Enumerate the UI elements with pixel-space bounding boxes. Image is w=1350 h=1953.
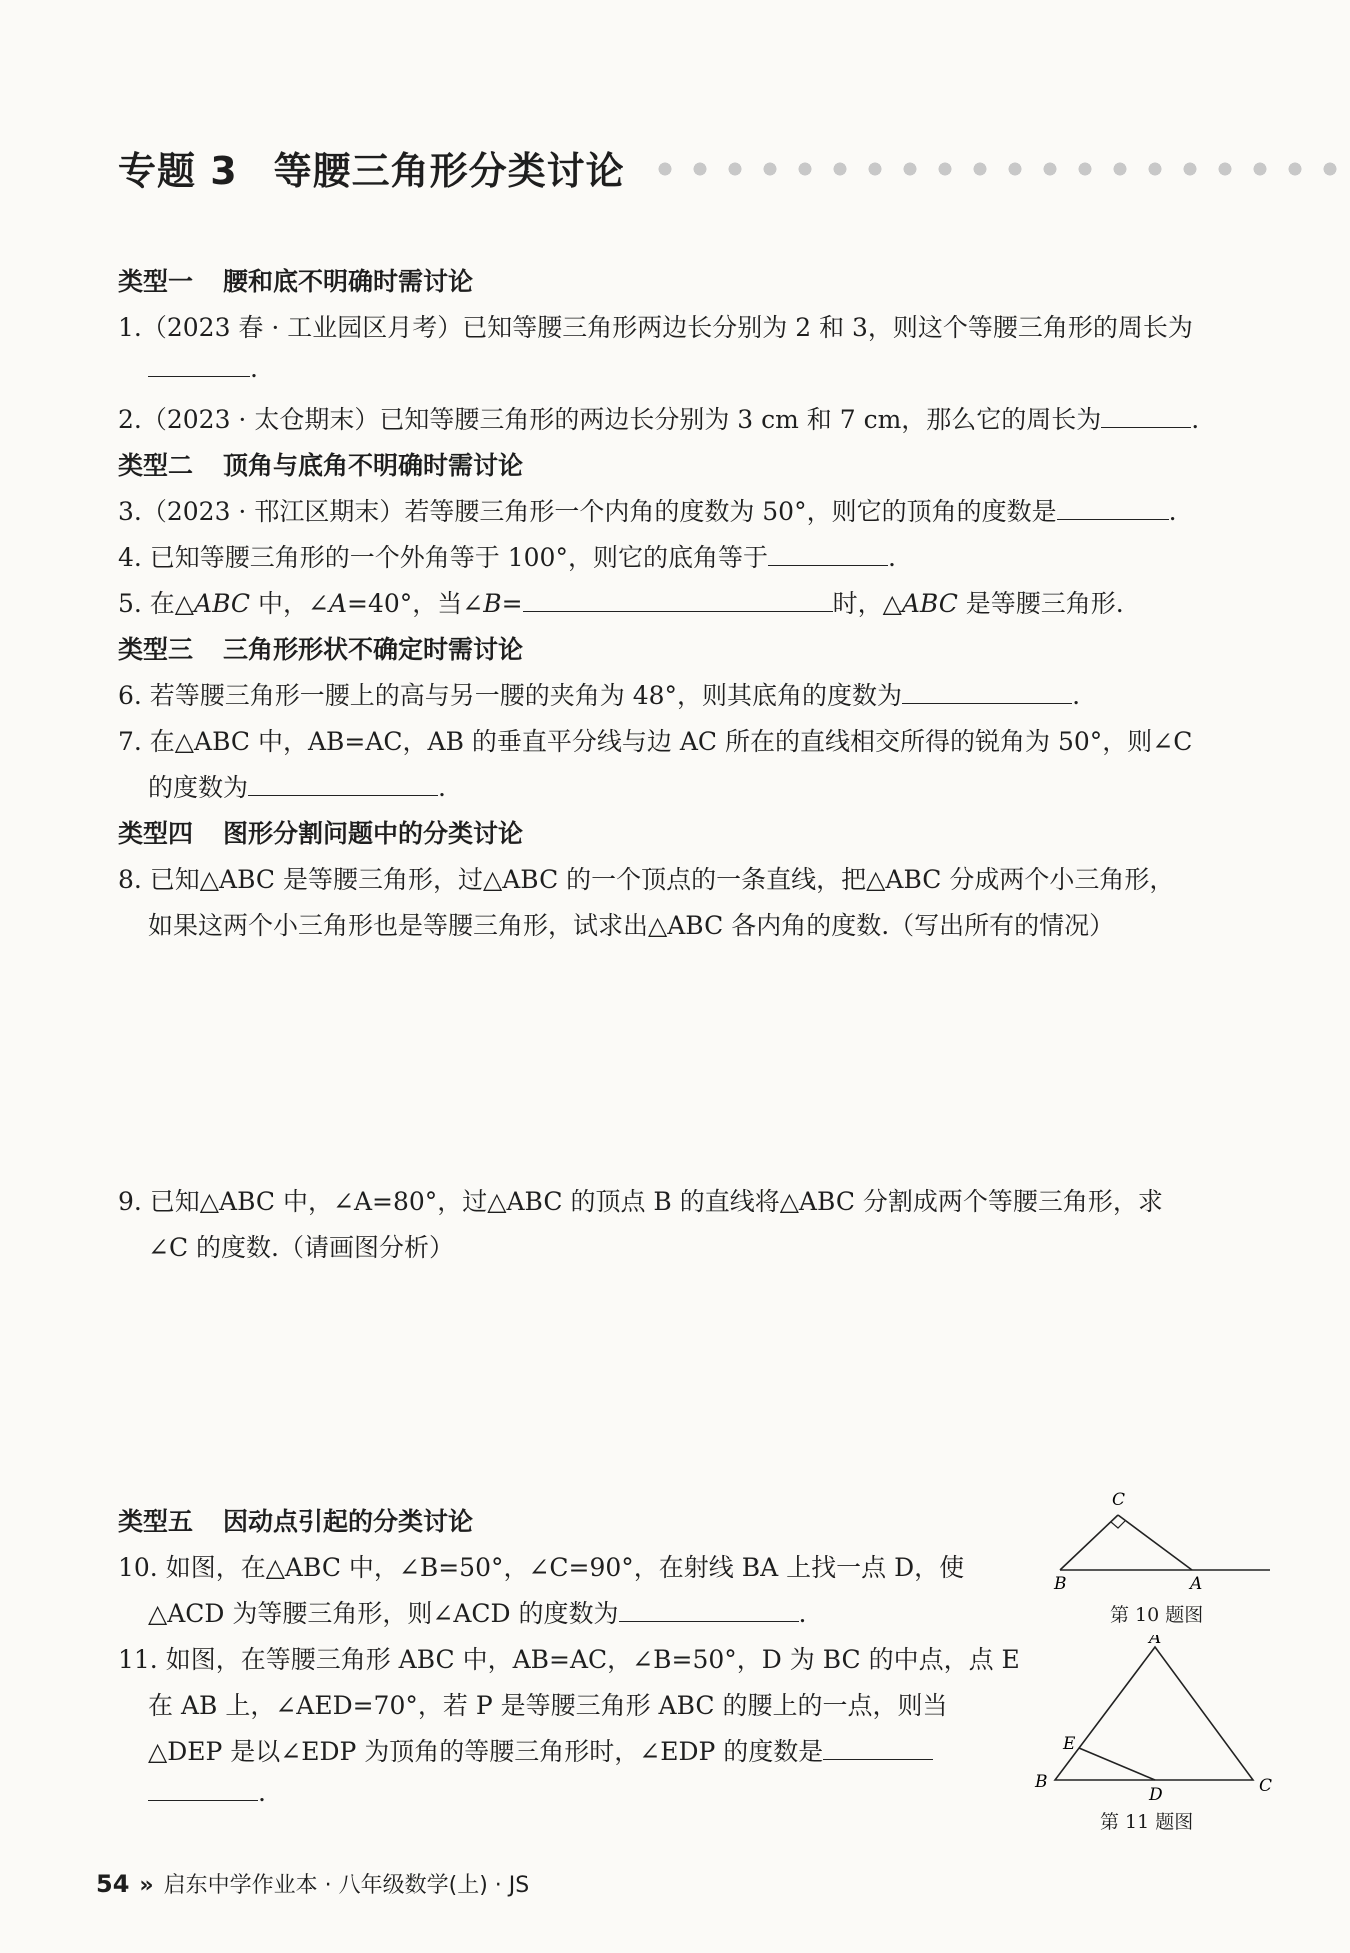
question-9-continued <box>148 1228 454 1264</box>
topic-name: 等腰三角形分类讨论 <box>273 149 625 193</box>
section-title: 因动点引起的分类讨论 <box>223 1507 474 1536</box>
math-var: B <box>483 589 502 618</box>
book-title: 启东中学作业本 · 八年级数学(上) · JS <box>163 1873 530 1898</box>
section-type-3 <box>118 630 523 666</box>
question-text: △DEP 是以∠EDP 为顶角的等腰三角形时，∠EDP 的度数是 <box>148 1737 824 1766</box>
question-text: 中，∠ <box>250 589 329 618</box>
vertex-label-b: B <box>1054 1574 1067 1594</box>
vertex-label-a: A <box>1190 1574 1203 1594</box>
answer-blank[interactable] <box>523 591 833 612</box>
question-text: 在 AB 上，∠AED=70°，若 P 是等腰三角形 ABC 的腰上的一点，则当 <box>148 1691 948 1720</box>
question-text: ∠C 的度数.（请画图分析） <box>148 1233 454 1262</box>
question-9 <box>118 1182 1163 1218</box>
figure-11 <box>1025 1635 1285 1835</box>
question-text: . <box>1168 497 1177 526</box>
vertex-label-a: A <box>1149 1635 1162 1648</box>
question-text: 11. 如图，在等腰三角形 ABC 中，AB=AC，∠B=50°，D 为 BC 的中点，点 E <box>118 1645 1020 1674</box>
answer-blank[interactable] <box>148 1780 258 1801</box>
question-text: 如果这两个小三角形也是等腰三角形，试求出△ABC 各内角的度数.（写出所有的情况） <box>148 911 1115 940</box>
figure-11-caption: 第 11 题图 <box>1100 1811 1194 1833</box>
question-text: 2.（2023 · 太仓期末）已知等腰三角形的两边长分别为 3 cm 和 7 cm，那么它的周长为 <box>118 405 1102 434</box>
answer-blank[interactable] <box>1057 499 1169 520</box>
question-10-continued <box>148 1594 806 1630</box>
question-2 <box>118 400 1199 436</box>
segment-bc <box>1060 1515 1118 1570</box>
question-text: 5. 在△ <box>118 589 195 618</box>
vertex-label-c: C <box>1112 1490 1126 1510</box>
section-title: 图形分割问题中的分类讨论 <box>223 819 524 848</box>
question-text: △ACD 为等腰三角形，则∠ACD 的度数为 <box>148 1599 619 1628</box>
question-11-answer-line <box>148 1778 266 1807</box>
question-1 <box>118 308 1193 344</box>
question-text: . <box>1191 405 1200 434</box>
question-text: = <box>501 589 523 618</box>
topic-title <box>118 140 625 195</box>
segment-ed <box>1079 1748 1155 1780</box>
section-label: 类型一 <box>118 267 194 296</box>
figure-10-caption: 第 10 题图 <box>1110 1604 1204 1626</box>
question-7-continued <box>148 768 446 804</box>
topic-number: 专题 3 <box>118 149 238 193</box>
question-text: . <box>798 1599 807 1628</box>
question-text: 9. 已知△ABC 中，∠A=80°，过△ABC 的顶点 B 的直线将△ABC 分割成两个等腰三角形，求 <box>118 1187 1163 1216</box>
segment-ca <box>1118 1515 1192 1570</box>
topic-header <box>118 140 1278 200</box>
vertex-label-e: E <box>1063 1734 1076 1754</box>
question-text: 是等腰三角形. <box>957 589 1124 618</box>
section-label: 类型四 <box>118 819 194 848</box>
question-text: 8. 已知△ABC 是等腰三角形，过△ABC 的一个顶点的一条直线，把△ABC 分成两个小三角形， <box>118 865 1175 894</box>
section-title: 顶角与底角不明确时需讨论 <box>223 451 524 480</box>
answer-blank[interactable] <box>823 1739 933 1760</box>
question-text: =40°，当∠ <box>347 589 484 618</box>
answer-blank[interactable] <box>1101 407 1191 428</box>
question-text: 的度数为 <box>148 773 249 802</box>
question-5 <box>118 584 1124 620</box>
vertex-label-d: D <box>1149 1785 1163 1805</box>
answer-blank[interactable] <box>148 356 250 377</box>
math-var: ABC <box>901 589 958 618</box>
question-text: 时，△ <box>832 589 902 618</box>
section-label: 类型二 <box>118 451 194 480</box>
question-10 <box>118 1548 964 1584</box>
question-text: 7. 在△ABC 中，AB=AC，AB 的垂直平分线与边 AC 所在的直线相交所得的锐角为 50°，则∠C <box>118 727 1193 756</box>
page-footer <box>96 1868 529 1899</box>
section-label: 类型三 <box>118 635 194 664</box>
math-var: ABC <box>194 589 251 618</box>
vertex-label-b: B <box>1035 1772 1048 1792</box>
question-text: . <box>250 354 258 383</box>
decorative-dot-row <box>658 162 1350 176</box>
question-1-answer-line <box>148 354 258 383</box>
question-text: . <box>438 773 446 802</box>
question-8-continued <box>148 906 1114 942</box>
section-title: 三角形形状不确定时需讨论 <box>223 635 524 664</box>
question-text: . <box>887 543 896 572</box>
figure-10-diagram <box>1040 1485 1280 1595</box>
section-type-2 <box>118 446 523 482</box>
question-text: 3.（2023 · 邗江区期末）若等腰三角形一个内角的度数为 50°，则它的顶角的度数是 <box>118 497 1057 526</box>
page-number: 54 <box>96 1870 130 1898</box>
question-text: . <box>1072 681 1081 710</box>
figure-10 <box>1040 1485 1280 1635</box>
question-text: 10. 如图，在△ABC 中，∠B=50°，∠C=90°，在射线 BA 上找一点 D，使 <box>118 1553 965 1582</box>
section-type-1 <box>118 262 473 298</box>
question-3 <box>118 492 1177 528</box>
question-text: 4. 已知等腰三角形的一个外角等于 100°，则它的底角等于 <box>118 543 768 572</box>
question-11-continued <box>148 1686 948 1722</box>
question-11-continued <box>148 1732 933 1768</box>
double-chevron-icon: » <box>139 1873 154 1898</box>
section-type-5 <box>118 1502 473 1538</box>
answer-blank[interactable] <box>768 545 888 566</box>
right-angle-mark <box>1111 1521 1125 1528</box>
question-text: 6. 若等腰三角形一腰上的高与另一腰的夹角为 48°，则其底角的度数为 <box>118 681 903 710</box>
section-title: 腰和底不明确时需讨论 <box>223 267 474 296</box>
question-8 <box>118 860 1174 896</box>
math-var: A <box>328 589 348 618</box>
question-4 <box>118 538 896 574</box>
triangle-abc <box>1055 1647 1253 1780</box>
question-text: 1.（2023 春 · 工业园区月考）已知等腰三角形两边长分别为 2 和 3，则这个等腰三角形的周长为 <box>118 313 1193 342</box>
answer-blank[interactable] <box>248 775 438 796</box>
question-text: . <box>258 1778 266 1807</box>
question-11 <box>118 1640 1020 1676</box>
section-label: 类型五 <box>118 1507 194 1536</box>
question-7 <box>118 722 1192 758</box>
question-6 <box>118 676 1080 712</box>
answer-blank[interactable] <box>902 683 1072 704</box>
figure-11-diagram <box>1025 1635 1285 1805</box>
answer-blank[interactable] <box>619 1601 799 1622</box>
section-type-4 <box>118 814 523 850</box>
vertex-label-c: C <box>1259 1776 1273 1796</box>
